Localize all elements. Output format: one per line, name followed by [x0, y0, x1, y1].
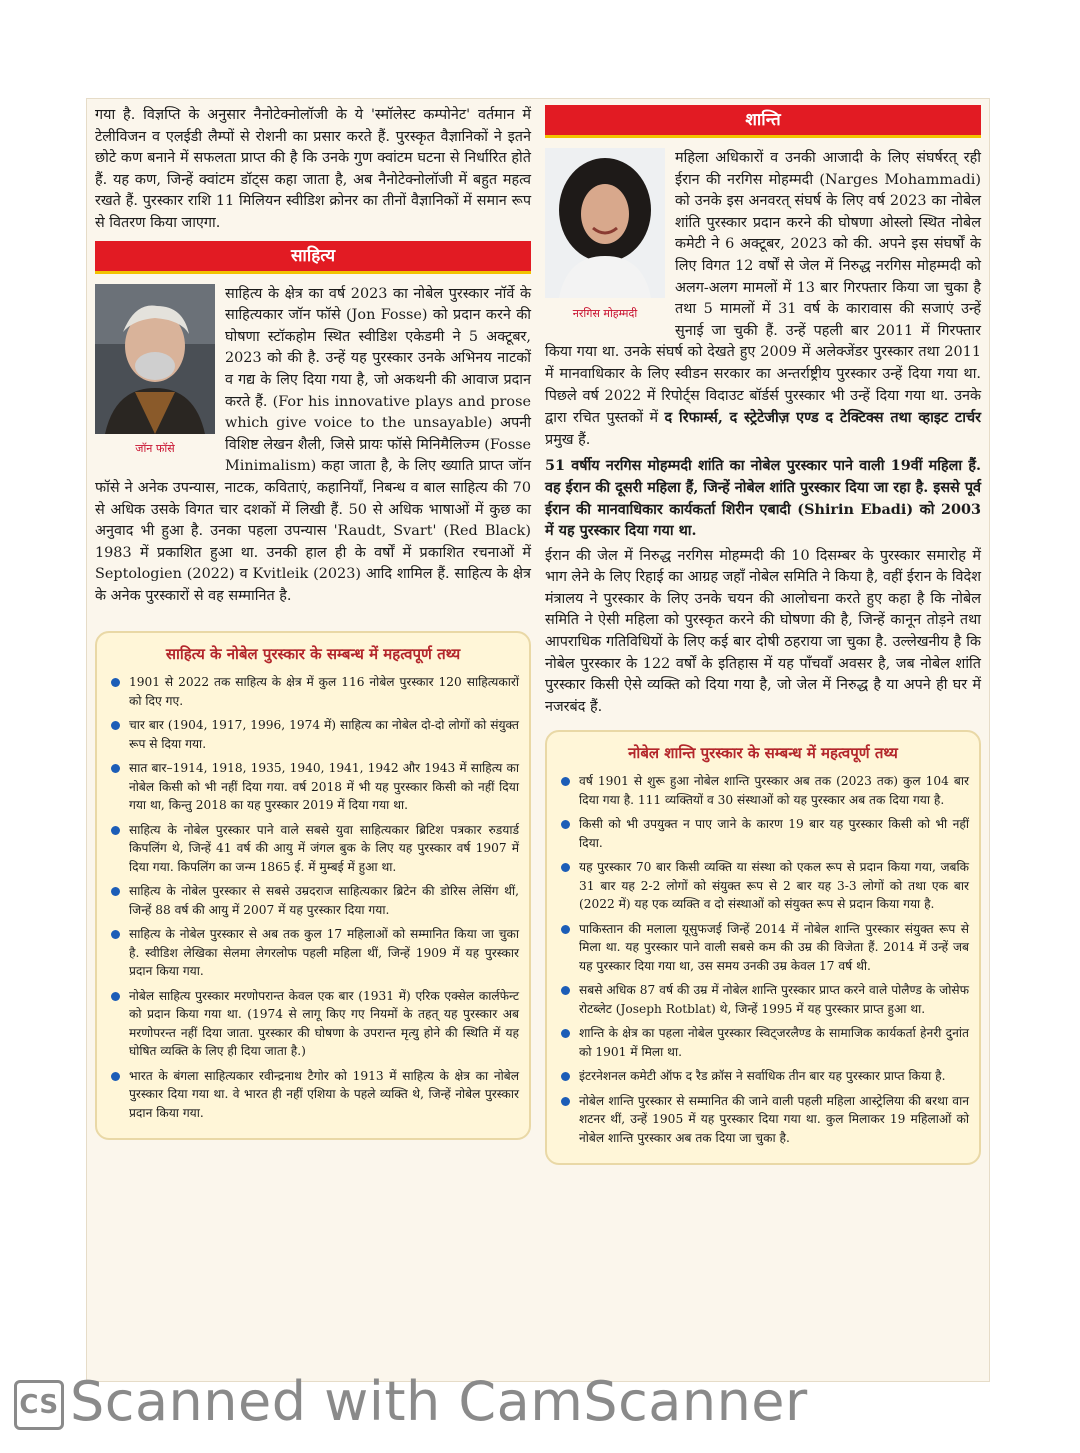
fact-item: सबसे अधिक 87 वर्ष की उम्र में नोबेल शान्ति पुरस्कार प्राप्त करने वाले पोलैण्ड के जोसेफ रोटब्लेट (Joseph Rotblat) थे, जिन्हें 1995 में यह पुरस्कार प्राप्त हुआ था.	[557, 981, 969, 1018]
portrait-image	[545, 148, 665, 298]
photo-caption: नरगिस मोहम्मदी	[572, 306, 638, 320]
facts-title: नोबेल शान्ति पुरस्कार के सम्बन्ध में महत्वपूर्ण तथ्य	[628, 744, 898, 763]
camscanner-watermark	[14, 1370, 808, 1433]
fact-item: साहित्य के नोबेल पुरस्कार पाने वाले सबसे युवा साहित्यकार ब्रिटिश पत्रकार रुडयार्ड किपलिंग थे, जिन्हें 41 वर्ष की आयु में जंगल बुक के लिए यह पुरस्कार वर्ष 1907 में दिया गया. किपलिंग का जन्म 1865 ई. में मुम्बई में हुआ था.	[107, 821, 519, 877]
fact-item: किसी को भी उपयुक्त न पाए जाने के कारण 19 बार यह पुरस्कार किसी को भी नहीं दिया.	[557, 815, 969, 852]
literature-paragraph: साहित्य के क्षेत्र का वर्ष 2023 का नोबेल पुरस्कार नॉर्वे के साहित्यकार जॉन फॉसे (Jon Fosse) को प्रदान करने की घोषणा स्टॉकहोम स्थित स्वीडिश एकेडमी ने 5 अक्टूबर, 2023 को की है. उन्हें यह पुरस्कार उनके अभिनय नाटकों व गद्य के लिए दिया गया है, जो अकथनी की आवाज प्रदान करते हैं. (For his innovative plays and prose which give voice to the unsayable) अपनी विशिष्ट लेखन शैली, जिसे प्रायः फॉसे मिनिमैलिज्म (Fosse Minimalism) कहा जाता है, के लिए ख्याति प्राप्त जॉन फॉसे ने अनेक उपन्यास, नाटक, कविताएं, कहानियाँ, निबन्ध व बाल साहित्य की 70 से अधिक उसके विगत चार दशकों में लिखी हैं. 50 से अधिक भाषाओं में कुछ का अनुवाद भी हुआ है. उनका पहला उपन्यास 'Raudt, Svart' (Red Black) 1983 में प्रकाशित हुआ था. उनकी हाल ही के वर्षों में प्रकाशित रचनाओं में Septologien (2022) व Kvitleik (2023) आदि शामिल हैं. साहित्य के क्षेत्र के अनेक पुरस्कारों से वह सम्मानित है.	[95, 285, 531, 604]
literature-facts-box	[95, 631, 531, 1140]
fact-item: नोबेल शान्ति पुरस्कार से सम्मानित की जाने वाली पहली महिला आस्ट्रेलिया की बरथा वान शटनर थीं, उन्हें 1905 में यह पुरस्कार दिया गया था. कुल मिलाकर 19 महिलाओं को नोबेल शान्ति पुरस्कार अब तक दिया जा चुका है.	[557, 1092, 969, 1148]
facts-list	[107, 673, 519, 1122]
jon-fosse-photo	[95, 284, 215, 458]
photo-caption: जॉन फॉसे	[135, 442, 175, 456]
narges-mohammadi-photo	[545, 148, 665, 322]
peace-paragraph-text: महिला अधिकारों व उनकी आजादी के लिए संघर्षरत् रही ईरान की नरगिस मोहम्मदी (Narges Mohammadi) को उनके इस अनवरत् संघर्ष के लिए वर्ष 2023 का नोबेल शांति पुरस्कार प्रदान करने की घोषणा ओस्लो स्थित नोबेल कमेटी ने 6 अक्टूबर, 2023 को की. अपने इस संघर्षों के लिए विगत 12 वर्षों से जेल में निरुद्ध नरगिस मोहम्मदी को अलग-अलग मामलों में 13 बार गिरफ्तार किया जा चुका है तथा 5 मामलों में 31 वर्ष के कारावास की सजाएं उन्हें सुनाई जा चुकी हैं. उन्हें पहली बार 2011 में गिरफ्तार किया गया था. उनके संघर्ष को देखते हुए 2009 में अलेक्जेंडर पुरस्कार तथा 2011 में मानवाधिकार के लिए स्वीडन सरकार का अन्तर्राष्ट्रीय पुरस्कार उन्हें दिया गया था. पिछले वर्ष 2022 में रिपोर्ट्स विदाउट बॉर्डर्स पुरस्कार भी उन्हें दिया गया था. उनके द्वारा रचित पुस्तकों में	[545, 150, 981, 427]
fact-item: नोबेल साहित्य पुरस्कार मरणोपरान्त केवल एक बार (1931 में) एरिक एक्सेल कार्लफेन्ट को प्रदान किया गया था. (1974 से लागू किए गए नियमों के तहत् यह पुरस्कार अब मरणोपरन्त नहीं दिया जाता. पुरस्कार की घोषणा के उपरान्त मृत्यु होने की स्थिति में यह घोषित व्यक्ति के लिए ही दिया जाता है.)	[107, 987, 519, 1061]
peace-facts-box	[545, 730, 981, 1165]
fact-item: साहित्य के नोबेल पुरस्कार से सबसे उम्रदराज साहित्यकार ब्रिटेन की डोरिस लेसिंग थीं, जिन्हें 88 वर्ष की आयु में 2007 में यह पुरस्कार दिया गया.	[107, 882, 519, 919]
fact-item: चार बार (1904, 1917, 1996, 1974 में) साहित्य का नोबेल दो-दो लोगों को संयुक्त रूप से दिया गया.	[107, 716, 519, 753]
camscanner-logo-icon: CS	[14, 1380, 64, 1430]
fact-item: पाकिस्तान की मलाला यूसुफजई जिन्हें 2014 में नोबेल शान्ति पुरस्कार संयुक्त रूप से मिला था. यह पुरस्कार पाने वाली सबसे कम की उम्र की विजेता हैं. 2014 में उन्हें जब यह पुरस्कार दिया गया था, उस समय उनकी उम्र केवल 17 वर्ष थी.	[557, 920, 969, 976]
magazine-page	[86, 98, 990, 1382]
facts-title: साहित्य के नोबेल पुरस्कार के सम्बन्ध में महत्वपूर्ण तथ्य	[165, 645, 461, 664]
portrait-image	[95, 284, 215, 434]
fact-item: भारत के बंगला साहित्यकार रवीन्द्रनाथ टैगोर को 1913 में साहित्य के क्षेत्र का नोबेल पुरस्कार दिया गया था. वे भारत ही नहीं एशिया के पहले व्यक्ति थे, जिन्हें नोबेल पुरस्कार प्रदान किया गया.	[107, 1067, 519, 1123]
peace-paragraph-tail: प्रमुख हैं.	[545, 431, 591, 448]
fact-item: इंटरनेशनल कमेटी ऑफ द रैड क्रॉस ने सर्वाधिक तीन बार यह पुरस्कार प्राप्त किया है.	[557, 1067, 969, 1086]
peace-bold-paragraph: 51 वर्षीय नरगिस मोहम्मदी शांति का नोबेल पुरस्कार पाने वाली 19वीं महिला हैं. वह ईरान की दूसरी महिला हैं, जिन्हें नोबेल शांति पुरस्कार दिया जा रहा है. इससे पूर्व ईरान की मानवाधिकार कार्यकर्ता शिरीन एबादी (Shirin Ebadi) को 2003 में यह पुरस्कार दिया गया था.	[545, 457, 981, 540]
fact-item: यह पुरस्कार 70 बार किसी व्यक्ति या संस्था को एकल रूप से प्रदान किया गया, जबकि 31 बार यह 2-2 लोगों को संयुक्त रूप से 2 बार यह 3-3 लोगों को तथा एक बार (2022 में) यह एक व्यक्ति व दो संस्थाओं को संयुक्त रूप से प्रदान किया गया है.	[557, 858, 969, 914]
fact-item: वर्ष 1901 से शुरू हुआ नोबेल शान्ति पुरस्कार अब तक (2023 तक) कुल 104 बार दिया गया है. 111 व्यक्तियों व 30 संस्थाओं को यह पुरस्कार अब तक दिया गया है.	[557, 772, 969, 809]
facts-list	[557, 772, 969, 1147]
section-banner-peace: शान्ति	[545, 105, 981, 138]
fact-item: सात बार–1914, 1918, 1935, 1940, 1941, 1942 और 1943 में साहित्य का नोबेल किसी को भी नहीं दिया गया. वर्ष 2018 में भी यह पुरस्कार किसी को नहीं दिया गया था, किन्तु 2018 का यह पुरस्कार 2019 में दिया गया था.	[107, 759, 519, 815]
right-column	[545, 105, 981, 1165]
fact-item: 1901 से 2022 तक साहित्य के क्षेत्र में कुल 116 नोबेल पुरस्कार 120 साहित्यकारों को दिए गए.	[107, 673, 519, 710]
intro-paragraph: गया है. विज्ञप्ति के अनुसार नैनोटेक्नोलॉजी के ये 'स्मॉलेस्ट कम्पोनेट' वर्तमान में टेलीविजन व एलईडी लैम्पों से रोशनी का प्रसार करते हैं. पुरस्कृत वैज्ञानिकों ने इतने छोटे कण बनाने में सफलता प्राप्त की है कि उनके गुण क्वांटम घटना से निर्धारित होते हैं. यह कण, जिन्हें क्वांटम डॉट्स कहा जाता है, अब नैनोटेक्नोलॉजी में बहुत महत्व रखते हैं. पुरस्कार राशि 11 मिलियन स्वीडिश क्रोनर का तीनों वैज्ञानिकों में समान रूप से वितरण किया जाएगा.	[95, 107, 531, 231]
watermark-text: Scanned with CamScanner	[70, 1370, 808, 1433]
fact-item: साहित्य के नोबेल पुरस्कार से अब तक कुल 17 महिलाओं को सम्मानित किया जा चुका है. स्वीडिश लेखिका सेलमा लेगरलोफ पहली महिला थीं, जिन्हें 1909 में यह पुरस्कार प्रदान किया गया.	[107, 925, 519, 981]
left-column	[95, 105, 531, 1140]
fact-item: शान्ति के क्षेत्र का पहला नोबेल पुरस्कार स्विट्जरलैण्ड के सामाजिक कार्यकर्ता हेनरी दुनांत को 1901 में मिला था.	[557, 1024, 969, 1061]
peace-paragraph-3: ईरान की जेल में निरुद्ध नरगिस मोहम्मदी की 10 दिसम्बर के पुरस्कार समारोह में भाग लेने के लिए रिहाई का आग्रह जहाँ नोबेल समिति ने किया है, वहीं ईरान के विदेश मंत्रालय ने पुरस्कार के लिए उनके चयन की आलोचना करते हुए कहा है कि नोबेल समिति ने ऐसी महिला को पुरस्कृत करने की घोषणा की है, जिन्हें कानून तोड़ने तथा आपराधिक गतिविधियों के लिए कई बार दोषी ठहराया जा चुका है. उल्लेखनीय है कि नोबेल पुरस्कार के 122 वर्षों के इतिहास में यह पाँचवाँ अवसर है, जब नोबेल शांति पुरस्कार किसी ऐसे व्यक्ति को दिया गया है, जो जेल में निरुद्ध है या अपने ही घर में नजरबंद हैं.	[545, 547, 981, 715]
book-titles: द रिफार्म्स, द स्ट्रेटेजीज़ एण्ड द टेक्टिक्स तथा व्हाइट टार्चर	[664, 409, 981, 427]
section-banner-literature: साहित्य	[95, 241, 531, 274]
